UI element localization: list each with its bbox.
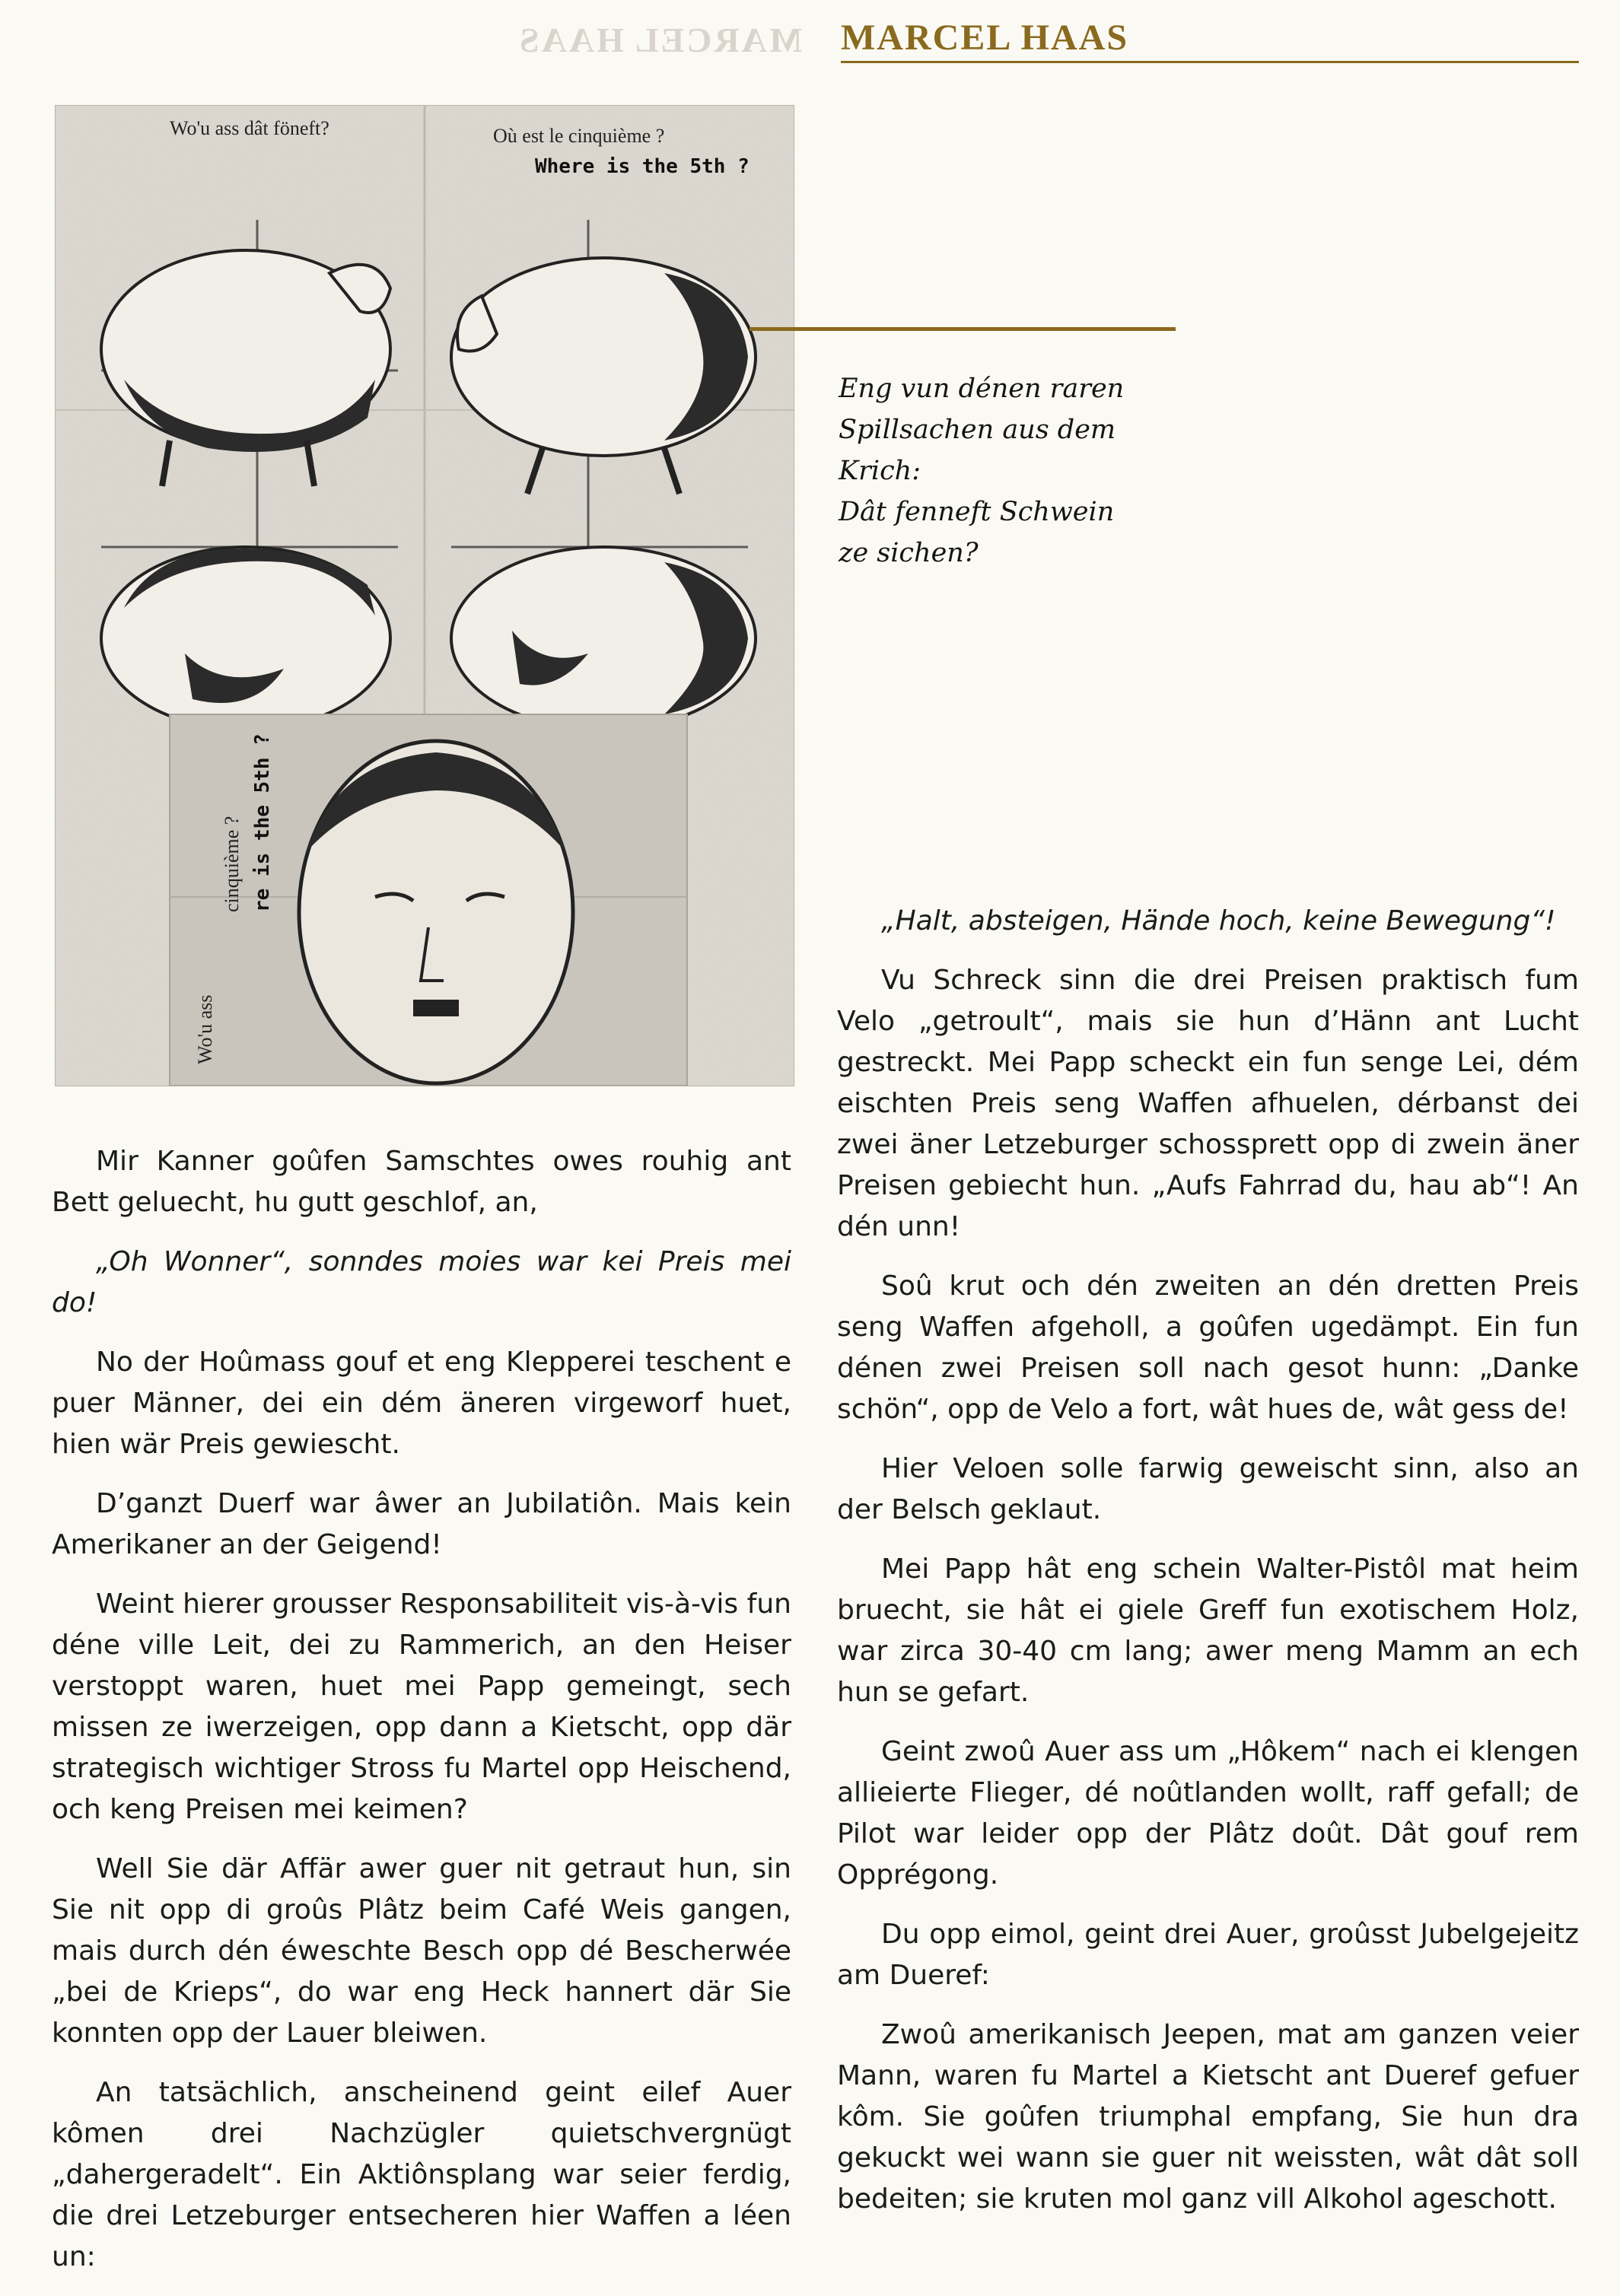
puzzle-card-photo: [55, 105, 794, 1086]
paragraph-quote: „Halt, absteigen, Hände hoch, keine Bewegung“!: [881, 905, 1556, 937]
paragraph: Geint zwoû Auer ass um „Hôkem“ nach ei klengen allieierte Flieger, dé noûtlanden wollt, raff gefall; de Pilot war leider opp der Plâtz doût. Dât gouf rem Opprégong.: [837, 1736, 1579, 1891]
paragraph: Zwoû amerikanisch Jeepen, mat am ganzen veier Mann, waren fu Martel a Kietscht ant Dueref gefuer kôm. Sie goûfen triumphal empfang, Sie hun dra gekuckt wei wann sie guer nit weissten, wât dât soll bedeiten; sie kruten mol ganz vill Alkohol ageschott.: [837, 2019, 1579, 2215]
paragraph: Mei Papp hât eng schein Walter-Pistôl mat heim bruecht, sie hât ei giele Greff fun exotischem Holz, war zirca 30-40 cm lang; awer meng Mamm an ech hun se gefart.: [837, 1553, 1579, 1708]
page-header-title: MARCEL HAAS: [841, 17, 1129, 58]
caption-rule: [750, 327, 1176, 331]
left-column-text: [52, 1141, 791, 2296]
paragraph: No der Hoûmass gouf et eng Klepperei teschent e puer Männer, dei ein dém äneren virgeworf huet, hien wär Preis gewiescht.: [52, 1347, 791, 1460]
card-text-lux: Wo'u ass dât föneft?: [170, 117, 329, 139]
card-rotated-text-2: cinquième ?: [221, 816, 243, 912]
paragraph: Du opp eimol, geint drei Auer, groûsst Jubelgejeitz am Dueref:: [837, 1919, 1579, 1991]
paragraph: Mir Kanner goûfen Samschtes owes rouhig ant Bett geluecht, hu gutt geschlof, an,: [52, 1146, 791, 1218]
caption-line: Eng vun dénen raren: [839, 374, 1125, 404]
pig-illustration-bottom-right: [451, 547, 756, 730]
folded-card: [170, 714, 687, 1086]
card-rotated-text-1: Wo'u ass: [194, 994, 216, 1064]
puzzle-card-illustration: [56, 106, 794, 1086]
pig-illustration-bottom-left: [101, 547, 390, 730]
paragraph-quote: „Oh Wonner“, sonndes moies war kei Preis mei do!: [52, 1246, 791, 1318]
paragraph: Hier Veloen solle farwig geweischt sinn, also an der Belsch geklaut.: [837, 1453, 1579, 1525]
paragraph: Weint hierer grousser Responsabiliteit vis-à-vis fun déne ville Leit, dei zu Rammerich, an den Heiser verstoppt waren, huet mei Papp gemeingt, sech missen ze iwerzeigen, opp dann a Kietscht, opp där strategisch wichtiger Stross fu Martel opp Heischend, och keng Preisen mei keimen?: [52, 1588, 791, 1825]
paragraph: Well Sie där Affär awer guer nit getraut hun, sin Sie nit opp di groûs Plâtz beim Café Weis gangen, mais durch dén éweschte Besch opp dé Bescherwée „bei de Krieps“, do war eng Heck hannert där Sie konnten opp der Lauer bleiwen.: [52, 1853, 791, 2049]
caption-line: ze sichen?: [839, 538, 979, 568]
paragraph: D’ganzt Duerf war âwer an Jubilatiôn. Mais kein Amerikaner an der Geigend!: [52, 1488, 791, 1560]
card-rotated-text-3: re is the 5th ?: [251, 733, 274, 912]
header-rule: [841, 61, 1579, 63]
figure-caption: [839, 368, 1189, 574]
paragraph: An tatsächlich, anscheinend geint eilef Auer kômen drei Nachzügler quietschvergnügt „dahergeradelt“. Ein Aktiônsplang war seier ferdig, die drei Letzeburger entsecheren hier Waffen a léen un:: [52, 2077, 791, 2272]
right-column-text: [837, 901, 1579, 2238]
paragraph: Soû krut och dén zweiten an dén dretten Preis seng Waffen afgeholl, a goûfen ugedämpt. Ein fun dénen zwei Preisen soll nach gesot hunn: „Danke schön“, opp de Velo a fort, wât hues de, wât gess de!: [837, 1270, 1579, 1425]
caption-line: Spillsachen aus dem Krich:: [839, 415, 1116, 486]
paragraph: Vu Schreck sinn die drei Preisen praktisch fum Velo „getroult“, mais sie hun d’Hänn ant Lucht gestreckt. Mei Papp scheckt ein fun senge Lei, dém eischten Preis seng Waffen afhuelen, dérbanst dei zwei äner Letzeburger schossprett opp di zwein äner Preisen gebiecht hun. „Aufs Fahrrad du, hau ab“! An dén unn!: [837, 965, 1579, 1242]
card-text-fr: Où est le cinquième ?: [493, 125, 665, 147]
bleed-through-header: MARCEL HAAS: [517, 21, 803, 59]
card-text-en: Where is the 5th ?: [535, 155, 750, 178]
caption-line: Dât fenneft Schwein: [839, 497, 1115, 527]
